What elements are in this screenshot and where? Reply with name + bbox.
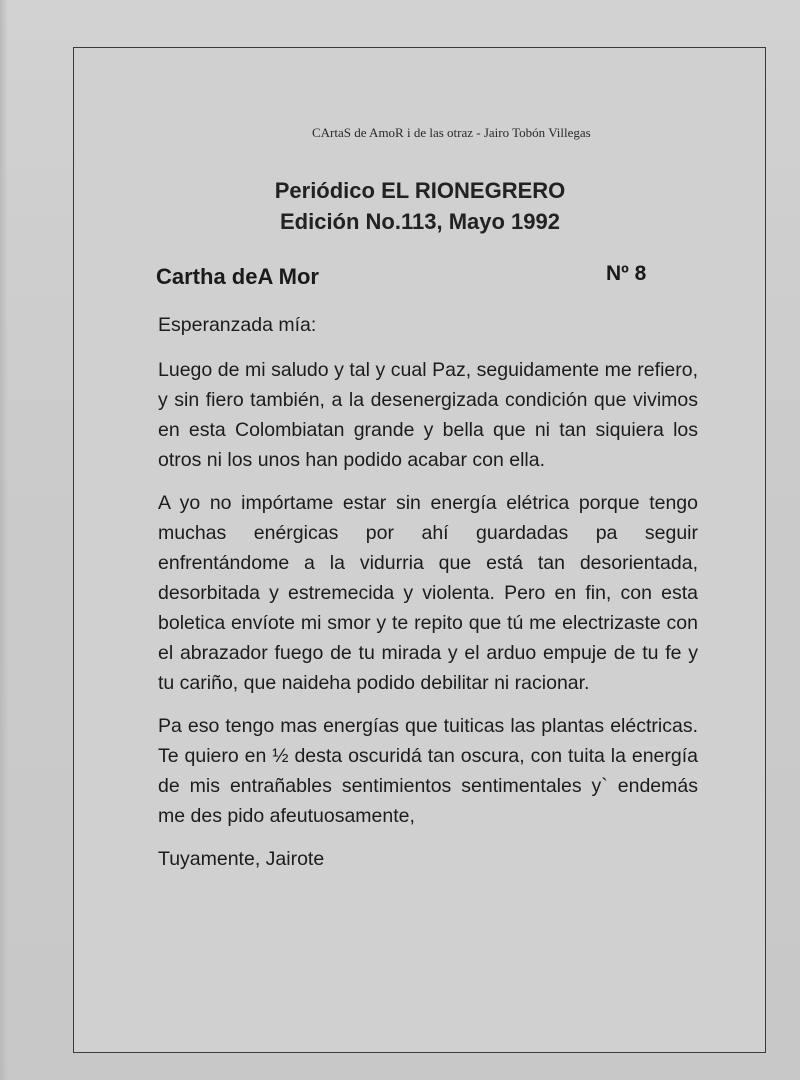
running-header: CArtaS de AmoR i de las otraz - Jairo Tobón Villegas <box>312 125 591 140</box>
page-edge-shadow <box>0 0 8 1080</box>
letter-salutation: Esperanzada mía: <box>158 314 317 336</box>
masthead-edition: Edición No.113, Mayo 1992 <box>279 209 560 234</box>
masthead-newspaper: Periódico EL RIONEGRERO <box>274 178 566 203</box>
masthead <box>200 175 640 237</box>
letter-closing: Tuyamente, Jairote <box>158 848 325 870</box>
letter-paragraph: Luego de mi saludo y tal y cual Paz, seguidamente me refiero, y sin fiero también, a la desenergizada condición que vivimos en esta Colombiatan grande y bella que ni tan siquiera los otros ni los unos han podido acabar con ella. <box>158 359 698 471</box>
letter-title: Cartha deA Mor <box>156 264 319 289</box>
letter-paragraph: A yo no impórtame estar sin energía elétrica porque tengo muchas enérgicas por ahí guardadas pa seguir enfrentándome a la vidurria que está tan desorientada, desorbitada y estremecida y violenta. Pero en fin, con esta boletica envíote mi smor y te repito que tú me electrizaste con el abrazador fuego de tu mirada y el arduo empuje de tu fe y tu cariño, que naideha podido debilitar ni racionar. <box>158 492 698 694</box>
letter-body <box>158 310 698 887</box>
letter-number: Nº 8 <box>606 262 647 285</box>
letter-paragraph: Pa eso tengo mas energías que tuiticas las plantas eléctricas. Te quiero en ½ desta oscuridá tan oscura, con tuita la energía de mis entrañables sentimientos sentimentales y` endemás me des pido afeutuosamente, <box>158 715 698 827</box>
